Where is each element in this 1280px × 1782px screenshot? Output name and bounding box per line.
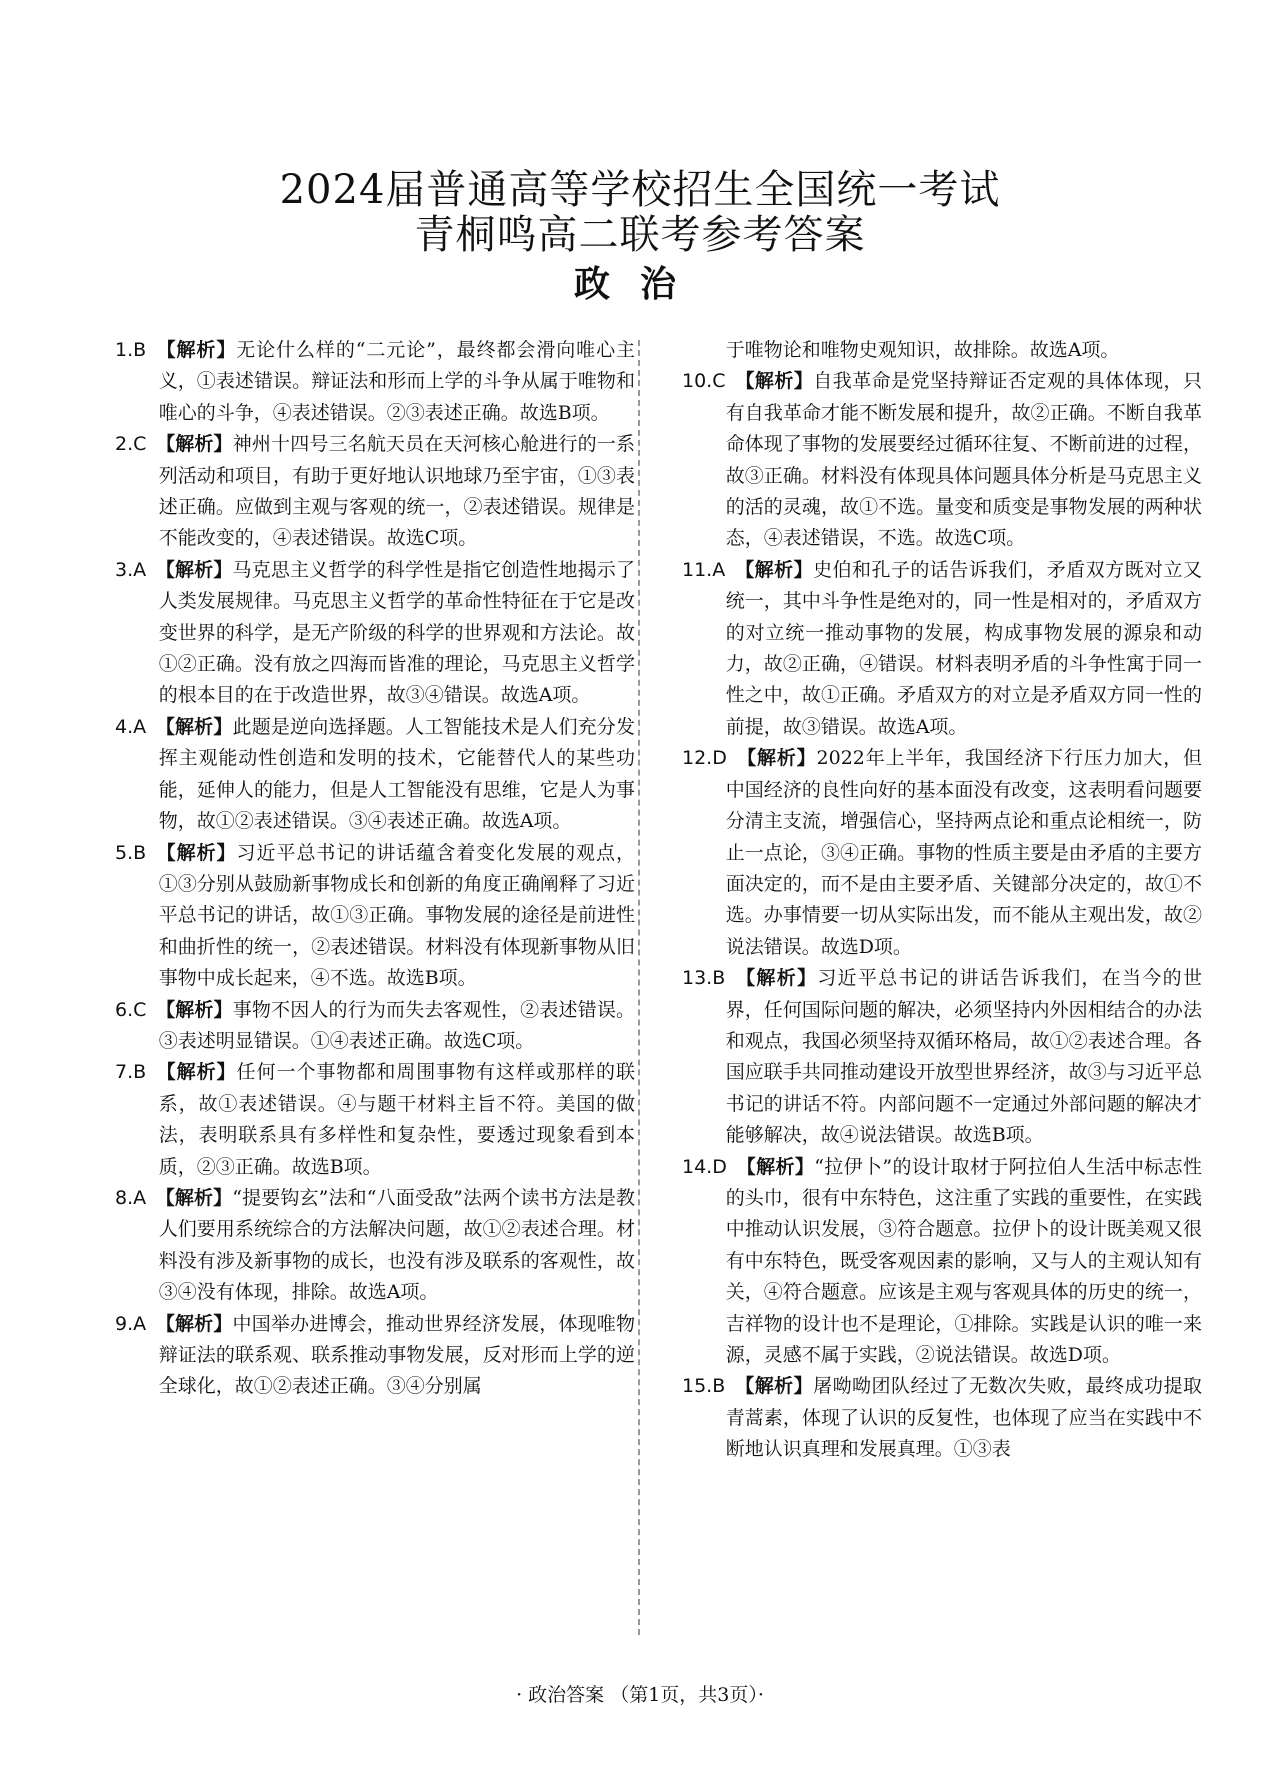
answer-number: 7.B (115, 1061, 147, 1084)
analysis-tag: 【解析】 (155, 998, 233, 1021)
answer-number: 13.B (682, 967, 726, 990)
answer-item (682, 1152, 1202, 1372)
answer-item (115, 1183, 635, 1309)
answer-item (115, 712, 635, 838)
answer-number: 5.B (115, 841, 147, 864)
answer-number: 9.A (115, 1312, 147, 1335)
answer-item (115, 1309, 635, 1403)
analysis-tag: 【解析】 (734, 967, 818, 990)
page-footer: · 政治答案 （第1页，共3页）· (516, 1684, 764, 1706)
answer-explanation: 马克思主义哲学的科学性是指它创造性地揭示了人类发展规律。马克思主义哲学的革命性特征在于它是改变世界的科学，是无产阶级的科学的世界观和方法论。故①②正确。没有放之四海而皆准的理论，马克思主义哲学的根本目的在于改造世界，故③④错误。故选A项。 (158, 558, 635, 707)
analysis-tag: 【解析】 (734, 370, 814, 393)
answer-item (682, 743, 1202, 963)
answer-explanation: 事物不因人的行为而失去客观性，②表述错误。③表述明显错误。①④表述正确。故选C项。 (158, 998, 635, 1052)
answer-item (115, 429, 635, 555)
answer-number: 14.D (682, 1155, 727, 1178)
exam-subtitle: 青桐鸣高二联考参考答案 (414, 212, 866, 258)
analysis-tag: 【解析】 (155, 1186, 233, 1209)
answer-item (682, 366, 1202, 554)
analysis-tag: 【解析】 (155, 715, 233, 738)
left-column (115, 335, 635, 1640)
analysis-tag: 【解析】 (734, 1375, 814, 1398)
answer-number: 12.D (682, 747, 727, 770)
analysis-tag: 【解析】 (736, 1155, 815, 1178)
analysis-tag: 【解析】 (155, 841, 237, 864)
answer-explanation: 屠呦呦团队经过了无数次失败，最终成功提取青蒿素，体现了认识的反复性，也体现了应当在实践中不断地认识真理和发展真理。①③表 (725, 1375, 1202, 1461)
analysis-tag: 【解析】 (734, 558, 814, 581)
answer-item (115, 555, 635, 712)
answer-number: 3.A (115, 558, 147, 581)
analysis-tag: 【解析】 (155, 1312, 233, 1335)
answer-item (115, 838, 635, 995)
answer-explanation: 史伯和孔子的话告诉我们，矛盾双方既对立又统一，其中斗争性是绝对的，同一性是相对的，矛盾双方的对立统一推动事物的发展，构成事物发展的源泉和动力，故②正确，④错误。材料表明矛盾的斗争性寓于同一性之中，故①正确。矛盾双方的对立是矛盾双方同一性的前提，故③错误。故选A项。 (725, 558, 1202, 738)
analysis-tag: 【解析】 (155, 558, 233, 581)
analysis-tag: 【解析】 (155, 339, 237, 361)
answer-number: 2.C (115, 433, 147, 456)
right-column (682, 335, 1202, 1640)
answer-item (682, 555, 1202, 743)
answer-number: 11.A (682, 558, 726, 581)
answer-explanation: 习近平总书记的讲话告诉我们，在当今的世界，任何国际问题的解决，必须坚持内外因相结合的办法和观点，我国必须坚持双循环格局，故①②表述合理。各国应联手共同推动建设开放型世界经济，故③与习近平总书记的讲话不符。内部问题不一定通过外部问题的解决才能够解决，故④说法错误。故选B项。 (725, 967, 1202, 1147)
answer-explanation: “拉伊卜”的设计取材于阿拉伯人生活中标志性的头巾，很有中东特色，这注重了实践的重要性，在实践中推动认识发展，③符合题意。拉伊卜的设计既美观又很有中东特色，既受客观因素的影响，又与人的主观认知有关，④符合题意。应该是主观与客观具体的历史的统一，吉祥物的设计也不是理论，①排除。实践是认识的唯一来源，灵感不属于实践，②说法错误。故选D项。 (725, 1155, 1202, 1366)
column-divider (638, 340, 640, 1635)
exam-title: 2024届普通高等学校招生全国统一考试 (279, 167, 1001, 213)
answer-explanation: 无论什么样的“二元论”，最终都会滑向唯心主义，①表述错误。辩证法和形而上学的斗争从属于唯物和唯心的斗争，④表述错误。②③表述正确。故选B项。 (158, 339, 635, 424)
subject-heading: 政治 (573, 264, 706, 305)
answer-number: 8.A (115, 1186, 147, 1209)
answer-item (115, 995, 635, 1058)
answer-explanation: 任何一个事物都和周围事物有这样或那样的联系，故①表述错误。④与题干材料主旨不符。美国的做法，表明联系具有多样性和复杂性，要透过现象看到本质，②③正确。故选B项。 (158, 1061, 635, 1178)
answer-item (682, 963, 1202, 1151)
answer-item (115, 1057, 635, 1183)
answer-explanation: 自我革命是党坚持辩证否定观的具体体现，只有自我革命才能不断发展和提升，故②正确。不断自我革命体现了事物的发展要经过循环往复、不断前进的过程，故③正确。材料没有体现具体问题具体分析是马克思主义的活的灵魂，故①不选。量变和质变是事物发展的两种状态，④表述错误，不选。故选C项。 (725, 370, 1202, 550)
answer-explanation: 习近平总书记的讲话蕴含着变化发展的观点，①③分别从鼓励新事物成长和创新的角度正确阐释了习近平总书记的讲话，故①③正确。事物发展的途径是前进性和曲折性的统一，②表述错误。材料没有体现新事物从旧事物中成长起来，④不选。故选B项。 (158, 841, 635, 990)
answer-number: 6.C (115, 998, 147, 1021)
answer-explanation: 此题是逆向选择题。人工智能技术是人们充分发挥主观能动性创造和发明的技术，它能替代人的某些功能，延伸人的能力，但是人工智能没有思维，它是人为事物，故①②表述错误。③④表述正确。故选A项。 (158, 715, 635, 833)
answer-item (115, 335, 635, 429)
analysis-tag: 【解析】 (736, 747, 817, 770)
answer-number: 1.B (115, 339, 147, 361)
answer-number: 15.B (682, 1375, 726, 1398)
answer-number: 4.A (115, 715, 147, 738)
answer-explanation: 中国举办进博会，推动世界经济发展，体现唯物辩证法的联系观、联系推动事物发展，反对形而上学的逆全球化，故①②表述正确。③④分别属 (158, 1312, 635, 1398)
answer-explanation: “提要钩玄”法和“八面受敌”法两个读书方法是教人们要用系统综合的方法解决问题，故①②表述合理。材料没有涉及新事物的成长，也没有涉及联系的客观性，故③④没有体现，排除。故选A项。 (158, 1186, 635, 1304)
answer-explanation: 神州十四号三名航天员在天河核心舱进行的一系列活动和项目，有助于更好地认识地球乃至宇宙，①③表述正确。应做到主观与客观的统一，②表述错误。规律是不能改变的，④表述错误。故选C项。 (158, 433, 635, 550)
analysis-tag: 【解析】 (155, 433, 233, 456)
answer-number: 10.C (682, 370, 726, 393)
answer-explanation: 2022年上半年，我国经济下行压力加大，但中国经济的良性向好的基本面没有改变，这表明看问题要分清主支流，增强信心，坚持两点论和重点论相统一，防止一点论，③④正确。事物的性质主要是由矛盾的主要方面决定的，而不是由主要矛盾、关键部分决定的，故①不选。办事情要一切从实际出发，而不能从主观出发，故②说法错误。故选D项。 (725, 747, 1202, 958)
answer-item (682, 1371, 1202, 1465)
continued-answer-text: 于唯物论和唯物史观知识，故排除。故选A项。 (725, 339, 1120, 361)
analysis-tag: 【解析】 (155, 1061, 237, 1084)
